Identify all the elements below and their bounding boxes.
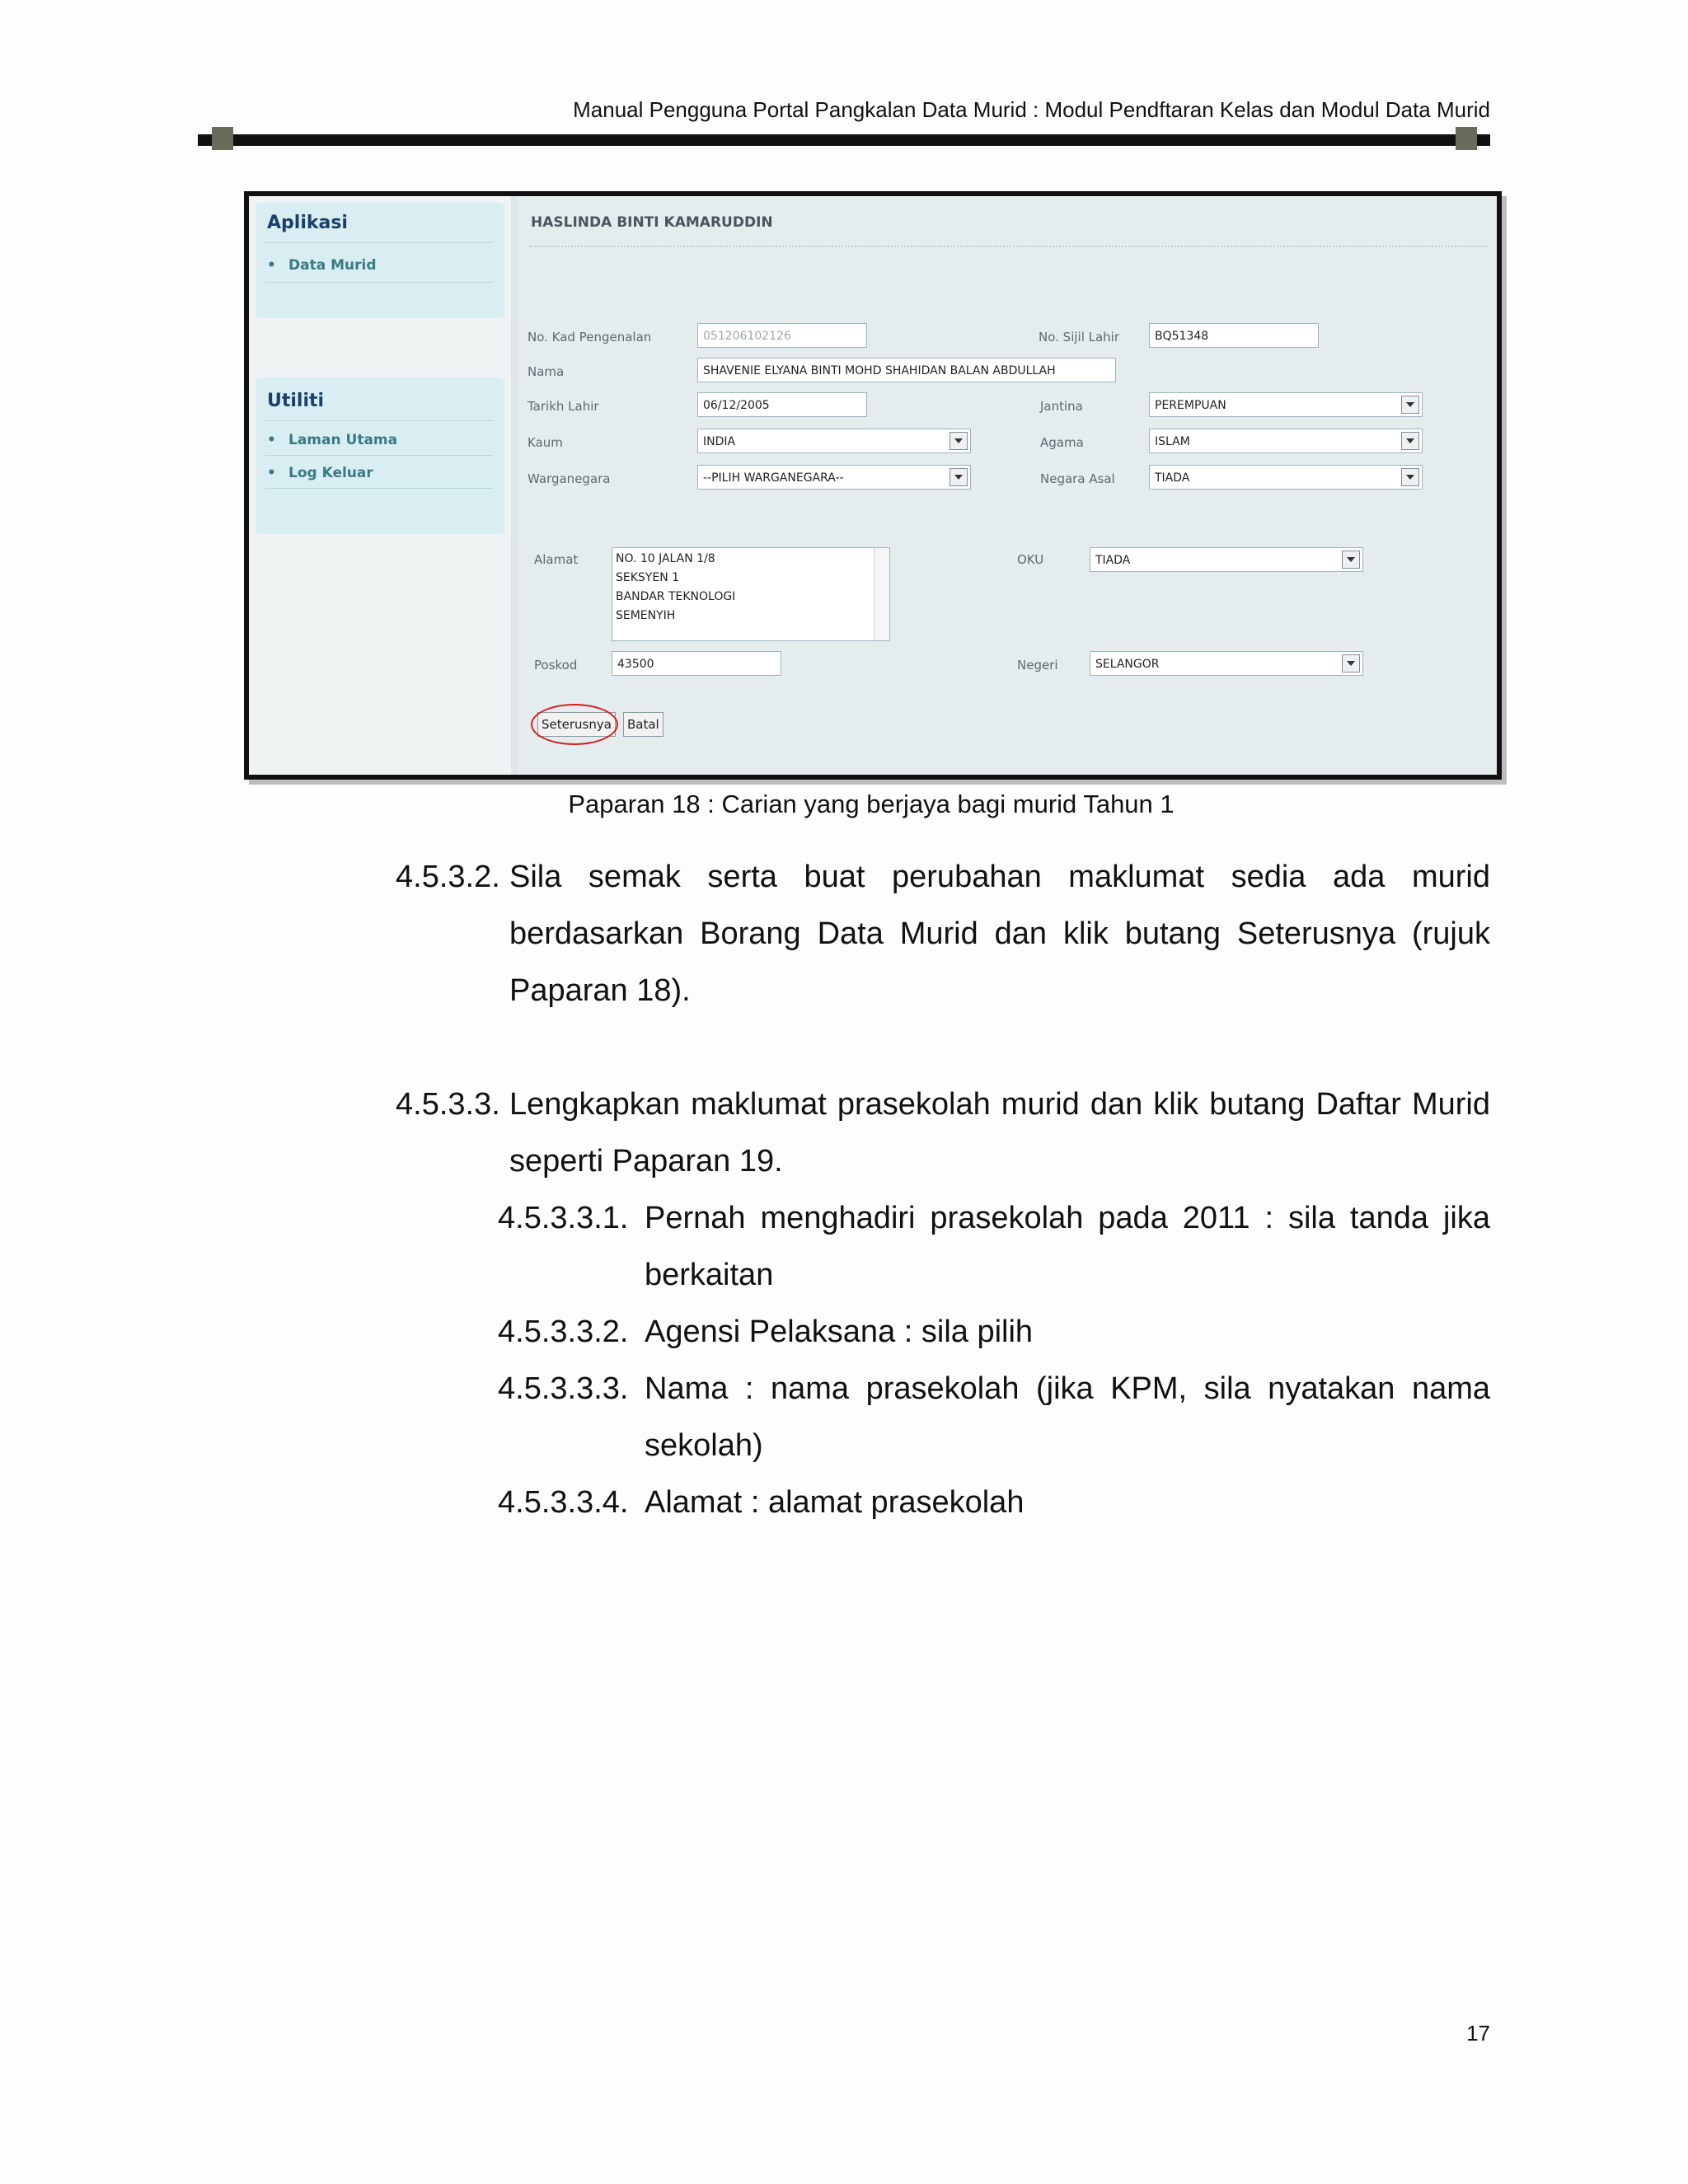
religion-select[interactable] bbox=[1149, 429, 1423, 453]
body-text bbox=[396, 849, 1490, 1531]
item-number: 4.5.3.3.3. bbox=[498, 1371, 629, 1406]
chevron-down-icon[interactable] bbox=[1342, 654, 1360, 673]
citizenship-value: --PILIH WARGANEGARA-- bbox=[703, 471, 844, 485]
race-select[interactable] bbox=[697, 429, 971, 453]
religion-label: Agama bbox=[1040, 435, 1084, 450]
divider bbox=[265, 282, 493, 283]
header-rule-cap-right bbox=[1456, 127, 1477, 150]
student-form-panel bbox=[518, 196, 1497, 775]
utiliti-title: Utiliti bbox=[267, 391, 325, 411]
dob-field[interactable]: 06/12/2005 bbox=[697, 392, 867, 417]
sidebar-item-label: Laman Utama bbox=[288, 432, 398, 448]
gender-value: PEREMPUAN bbox=[1155, 399, 1226, 412]
oku-value: TIADA bbox=[1095, 554, 1131, 567]
dob-label: Tarikh Lahir bbox=[528, 399, 599, 414]
ic-label: No. Kad Pengenalan bbox=[528, 330, 652, 344]
item-text: Sila semak serta buat perubahan maklumat sedia ada murid berdasarkan Borang Data Murid dan klik butang Seterusnya (rujuk Paparan 18). bbox=[509, 860, 1490, 1008]
gender-label: Jantina bbox=[1040, 399, 1083, 414]
chevron-down-icon[interactable] bbox=[1401, 468, 1419, 486]
address-line: SEKSYEN 1 bbox=[616, 571, 680, 584]
race-label: Kaum bbox=[528, 435, 563, 450]
sidebar-item-label: Data Murid bbox=[288, 257, 377, 274]
item-number: 4.5.3.3.4. bbox=[498, 1485, 629, 1520]
student-name-heading: HASLINDA BINTI KAMARUDDIN bbox=[531, 214, 773, 231]
ic-field[interactable]: 051206102126 bbox=[697, 323, 867, 348]
address-textarea[interactable] bbox=[612, 547, 890, 641]
utiliti-panel bbox=[256, 377, 504, 534]
sub-list-item bbox=[498, 1361, 1490, 1474]
divider bbox=[265, 455, 493, 456]
item-text: Alamat : alamat prasekolah bbox=[645, 1485, 1025, 1520]
highlight-circle bbox=[531, 704, 618, 745]
postcode-label: Poskod bbox=[534, 658, 578, 673]
sidebar bbox=[249, 196, 511, 775]
item-number: 4.5.3.3.2. bbox=[498, 1315, 629, 1349]
birth-cert-field[interactable]: BQ51348 bbox=[1149, 323, 1319, 348]
state-label: Negeri bbox=[1017, 658, 1058, 673]
address-line: SEMENYIH bbox=[616, 609, 676, 622]
sub-list-item bbox=[498, 1474, 1490, 1531]
aplikasi-title: Aplikasi bbox=[267, 213, 348, 233]
chevron-down-icon[interactable] bbox=[950, 432, 968, 450]
sidebar-item-log-keluar[interactable] bbox=[267, 465, 373, 481]
item-number: 4.5.3.2. bbox=[396, 860, 500, 894]
sub-list-item bbox=[498, 1190, 1490, 1304]
origin-country-select[interactable] bbox=[1149, 465, 1423, 490]
sidebar-item-label: Log Keluar bbox=[288, 465, 373, 481]
divider bbox=[265, 420, 493, 421]
document-header: Manual Pengguna Portal Pangkalan Data Murid : Modul Pendftaran Kelas dan Modul Data Murid bbox=[573, 97, 1490, 122]
race-value: INDIA bbox=[703, 435, 736, 448]
citizenship-label: Warganegara bbox=[528, 471, 611, 486]
oku-label: OKU bbox=[1017, 552, 1044, 567]
origin-country-value: TIADA bbox=[1155, 471, 1190, 485]
item-number: 4.5.3.3.1. bbox=[498, 1201, 629, 1235]
religion-value: ISLAM bbox=[1155, 435, 1190, 448]
divider bbox=[265, 488, 493, 489]
sub-list-item bbox=[498, 1304, 1490, 1361]
header-rule bbox=[198, 134, 1490, 146]
sidebar-item-laman-utama[interactable] bbox=[267, 432, 397, 448]
cancel-button[interactable]: Batal bbox=[623, 712, 663, 737]
sidebar-item-data-murid[interactable] bbox=[267, 257, 377, 274]
address-line: BANDAR TEKNOLOGI bbox=[616, 590, 736, 603]
name-field[interactable]: SHAVENIE ELYANA BINTI MOHD SHAHIDAN BALAN ABDULLAH bbox=[697, 358, 1116, 382]
address-label: Alamat bbox=[534, 552, 579, 567]
list-item bbox=[396, 849, 1490, 1019]
item-text: Nama : nama prasekolah (jika KPM, sila nyatakan nama sekolah) bbox=[645, 1371, 1490, 1463]
next-button[interactable]: Seterusnya bbox=[537, 712, 616, 737]
figure-caption: Paparan 18 : Carian yang berjaya bagi murid Tahun 1 bbox=[568, 790, 1175, 818]
divider bbox=[529, 246, 1489, 247]
item-text: Pernah menghadiri prasekolah pada 2011 : sila tanda jika berkaitan bbox=[645, 1201, 1490, 1292]
citizenship-select[interactable] bbox=[697, 465, 971, 490]
address-line: NO. 10 JALAN 1/8 bbox=[616, 552, 715, 565]
postcode-field[interactable]: 43500 bbox=[612, 651, 781, 676]
bullet-icon: • bbox=[267, 432, 276, 448]
textarea-scrollbar[interactable] bbox=[874, 548, 889, 640]
gender-select[interactable] bbox=[1149, 392, 1423, 417]
chevron-down-icon[interactable] bbox=[1401, 432, 1419, 450]
aplikasi-panel bbox=[256, 203, 504, 318]
item-number: 4.5.3.3. bbox=[396, 1087, 500, 1122]
oku-select[interactable] bbox=[1090, 547, 1363, 572]
bullet-icon: • bbox=[267, 465, 276, 481]
list-item bbox=[396, 1076, 1490, 1190]
item-text: Lengkapkan maklumat prasekolah murid dan klik butang Daftar Murid seperti Paparan 19. bbox=[509, 1087, 1490, 1179]
chevron-down-icon[interactable] bbox=[1401, 396, 1419, 414]
header-rule-cap-left bbox=[212, 127, 233, 150]
state-select[interactable] bbox=[1090, 651, 1363, 676]
page-number: 17 bbox=[1466, 2021, 1490, 2046]
name-label: Nama bbox=[528, 364, 565, 379]
item-text: Agensi Pelaksana : sila pilih bbox=[645, 1315, 1034, 1349]
origin-country-label: Negara Asal bbox=[1040, 471, 1115, 486]
chevron-down-icon[interactable] bbox=[1342, 551, 1360, 569]
birth-cert-label: No. Sijil Lahir bbox=[1039, 330, 1120, 344]
chevron-down-icon[interactable] bbox=[950, 468, 968, 486]
bullet-icon: • bbox=[267, 257, 276, 274]
state-value: SELANGOR bbox=[1095, 658, 1160, 671]
embedded-screenshot bbox=[244, 191, 1502, 780]
divider bbox=[265, 242, 493, 243]
